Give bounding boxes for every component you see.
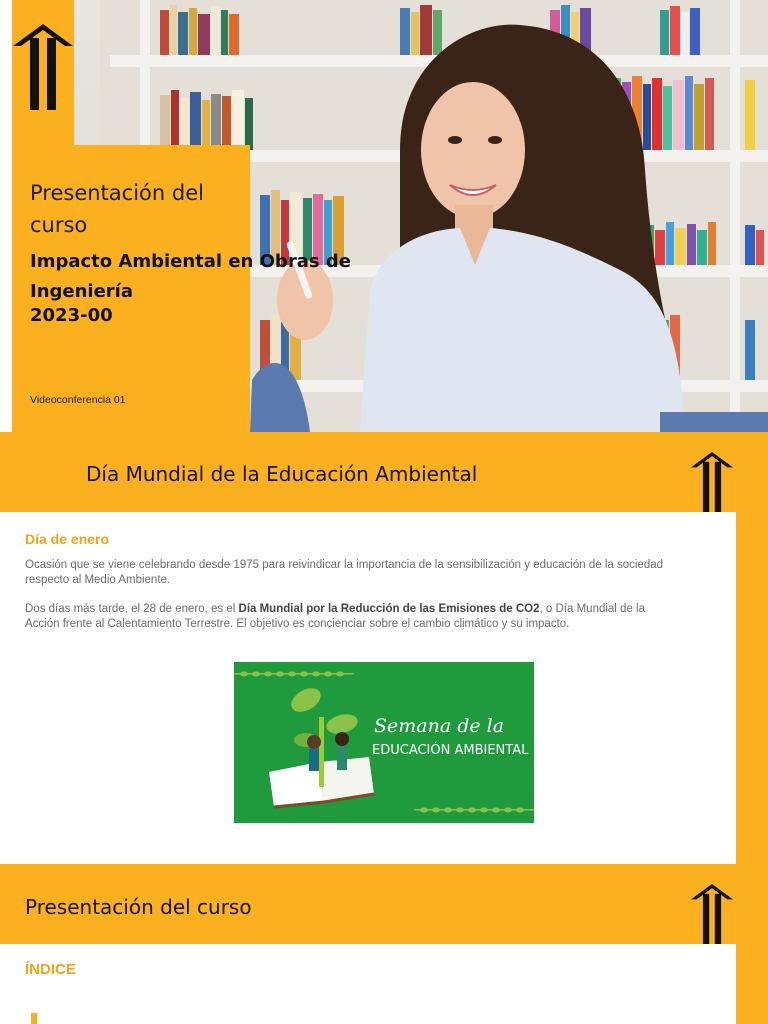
bullet-marker	[31, 1013, 37, 1024]
university-logo-icon	[690, 884, 734, 944]
banner-line-2: EDUCACIÓN AMBIENTAL	[372, 743, 529, 758]
university-logo-icon	[12, 24, 74, 110]
paragraph-2	[25, 602, 665, 632]
index-heading: ÍNDICE	[25, 961, 76, 978]
slide-title: Presentación del curso	[25, 895, 252, 919]
paragraph-2-bold: Día Mundial por la Reducción de las Emisiones de CO2	[238, 603, 540, 615]
date-subtitle: Día de enero	[25, 531, 110, 547]
slide-cover	[0, 0, 768, 432]
banner-line-1: Semana de la	[374, 715, 505, 737]
course-code: 2023-00	[30, 305, 113, 326]
session-label: Videoconferencia 01	[30, 394, 126, 406]
right-accent-strip	[736, 512, 768, 864]
education-week-banner	[234, 662, 534, 823]
right-accent-strip	[736, 944, 768, 1024]
cover-title: Presentación del curso	[30, 181, 204, 237]
course-name: Impacto Ambiental en Obras de Ingeniería	[30, 251, 351, 302]
paragraph-1: Ocasión que se viene celebrando desde 1975 para reivindicar la importancia de la sensibilización y educación de la sociedad respecto al Medio Ambiente.	[25, 559, 664, 586]
slide-title: Día Mundial de la Educación Ambiental	[86, 462, 478, 486]
paragraph-2-end: , o Día Mundial de la Acción frente al Calentamiento Terrestre. El objetivo es concienciar sobre el cambio climático y su impacto.	[25, 603, 645, 630]
university-logo-icon	[690, 452, 734, 512]
slide-environmental-day	[0, 432, 768, 864]
left-white-bar	[0, 0, 12, 432]
slide-index	[0, 864, 768, 1024]
paragraph-2-start: Dos días más tarde, el 28 de enero, es el	[25, 603, 239, 615]
